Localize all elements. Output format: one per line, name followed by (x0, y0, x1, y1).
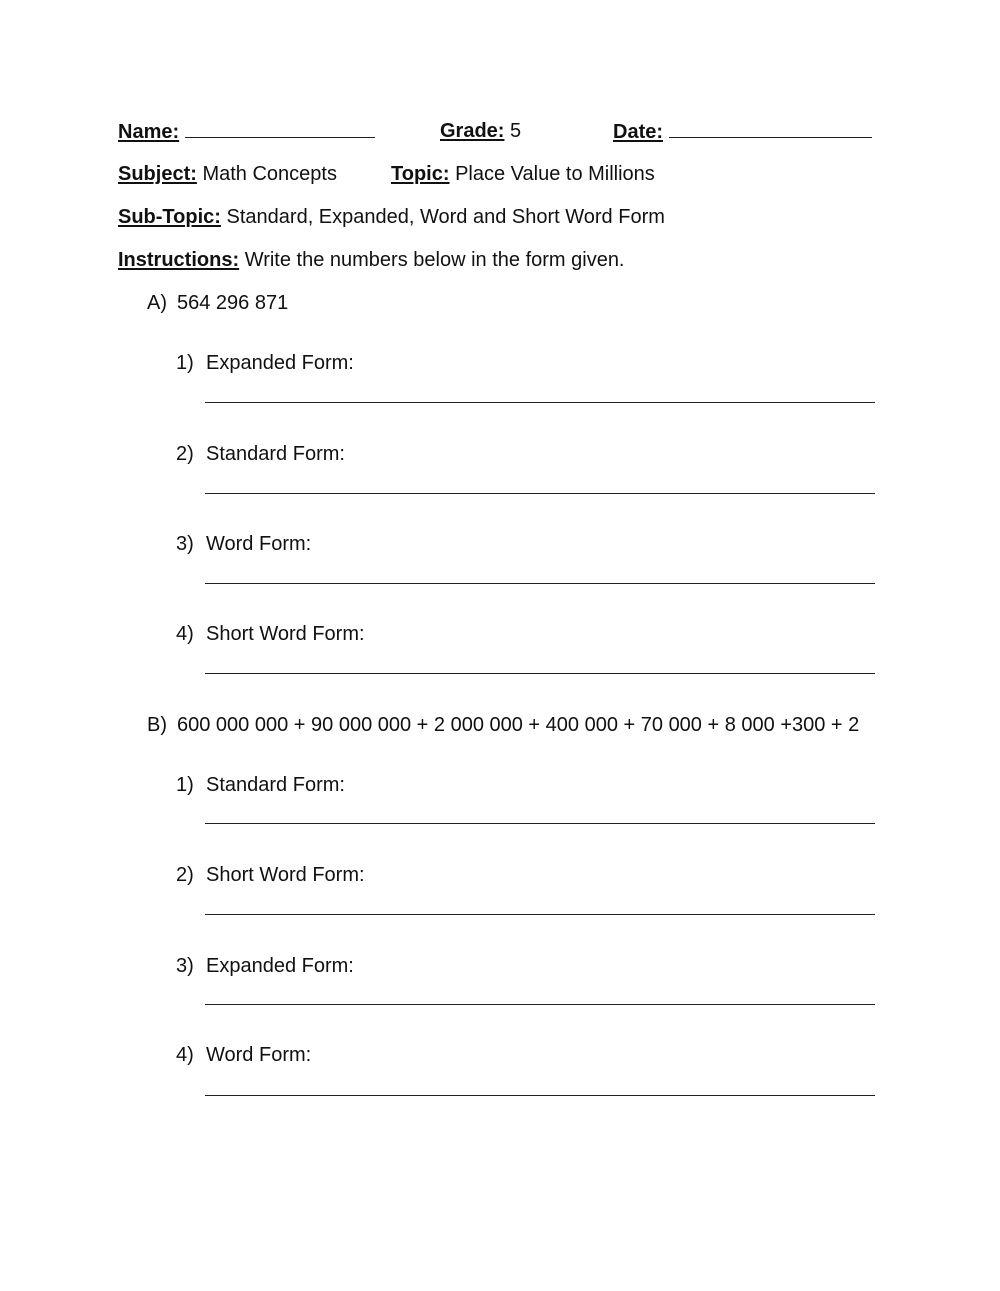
question-number: 2) (176, 443, 194, 465)
subject-label: Subject: (118, 163, 197, 185)
section-b-prompt (147, 713, 859, 737)
answer-line[interactable] (205, 402, 875, 403)
question-number: 4) (176, 1044, 194, 1066)
question-label: Standard Form: (206, 443, 345, 465)
name-label: Name: (118, 121, 180, 143)
section-b-expression: 600 000 000 + 90 000 000 + 2 000 000 + 400 000 + 70 000 + 8 000 +300 + 2 (177, 714, 860, 736)
answer-line[interactable] (205, 823, 875, 824)
subject-row (118, 162, 337, 186)
answer-line[interactable] (205, 583, 875, 584)
answer-line[interactable] (205, 673, 875, 674)
question-item (176, 954, 354, 978)
question-item (176, 773, 345, 797)
question-item (176, 442, 345, 466)
topic-value: Place Value to Millions (455, 163, 655, 185)
name-row (118, 119, 375, 144)
question-item (176, 863, 365, 887)
section-a-letter: A) (147, 292, 167, 314)
date-label: Date: (613, 121, 664, 143)
question-number: 3) (176, 955, 194, 977)
name-blank[interactable] (185, 119, 375, 138)
question-label: Standard Form: (206, 774, 345, 796)
instructions-value: Write the numbers below in the form given. (244, 249, 625, 271)
answer-line[interactable] (205, 493, 875, 494)
question-label: Expanded Form: (206, 955, 354, 977)
topic-row (391, 162, 655, 186)
section-a-prompt (147, 291, 288, 315)
date-blank[interactable] (669, 119, 872, 138)
grade-value: 5 (510, 120, 522, 142)
question-number: 4) (176, 623, 194, 645)
subtopic-label: Sub-Topic: (118, 206, 221, 228)
question-item (176, 351, 354, 375)
question-number: 3) (176, 533, 194, 555)
question-item (176, 622, 365, 646)
instructions-label: Instructions: (118, 249, 240, 271)
answer-line[interactable] (205, 914, 875, 915)
answer-line[interactable] (205, 1004, 875, 1005)
subject-value: Math Concepts (202, 163, 337, 185)
subtopic-value: Standard, Expanded, Word and Short Word Form (226, 206, 665, 228)
question-label: Expanded Form: (206, 352, 354, 374)
question-label: Short Word Form: (206, 623, 365, 645)
question-number: 1) (176, 774, 194, 796)
section-a-number: 564 296 871 (177, 292, 289, 314)
grade-label: Grade: (440, 120, 505, 142)
date-row (613, 119, 872, 144)
question-label: Word Form: (206, 1044, 312, 1066)
question-label: Word Form: (206, 533, 312, 555)
instructions-row (118, 248, 625, 272)
subtopic-row (118, 205, 665, 229)
question-item (176, 1043, 311, 1067)
topic-label: Topic: (391, 163, 450, 185)
question-item (176, 532, 311, 556)
question-label: Short Word Form: (206, 864, 365, 886)
grade-row (440, 119, 521, 143)
question-number: 1) (176, 352, 194, 374)
answer-line[interactable] (205, 1095, 875, 1096)
section-b-letter: B) (147, 714, 167, 736)
question-number: 2) (176, 864, 194, 886)
